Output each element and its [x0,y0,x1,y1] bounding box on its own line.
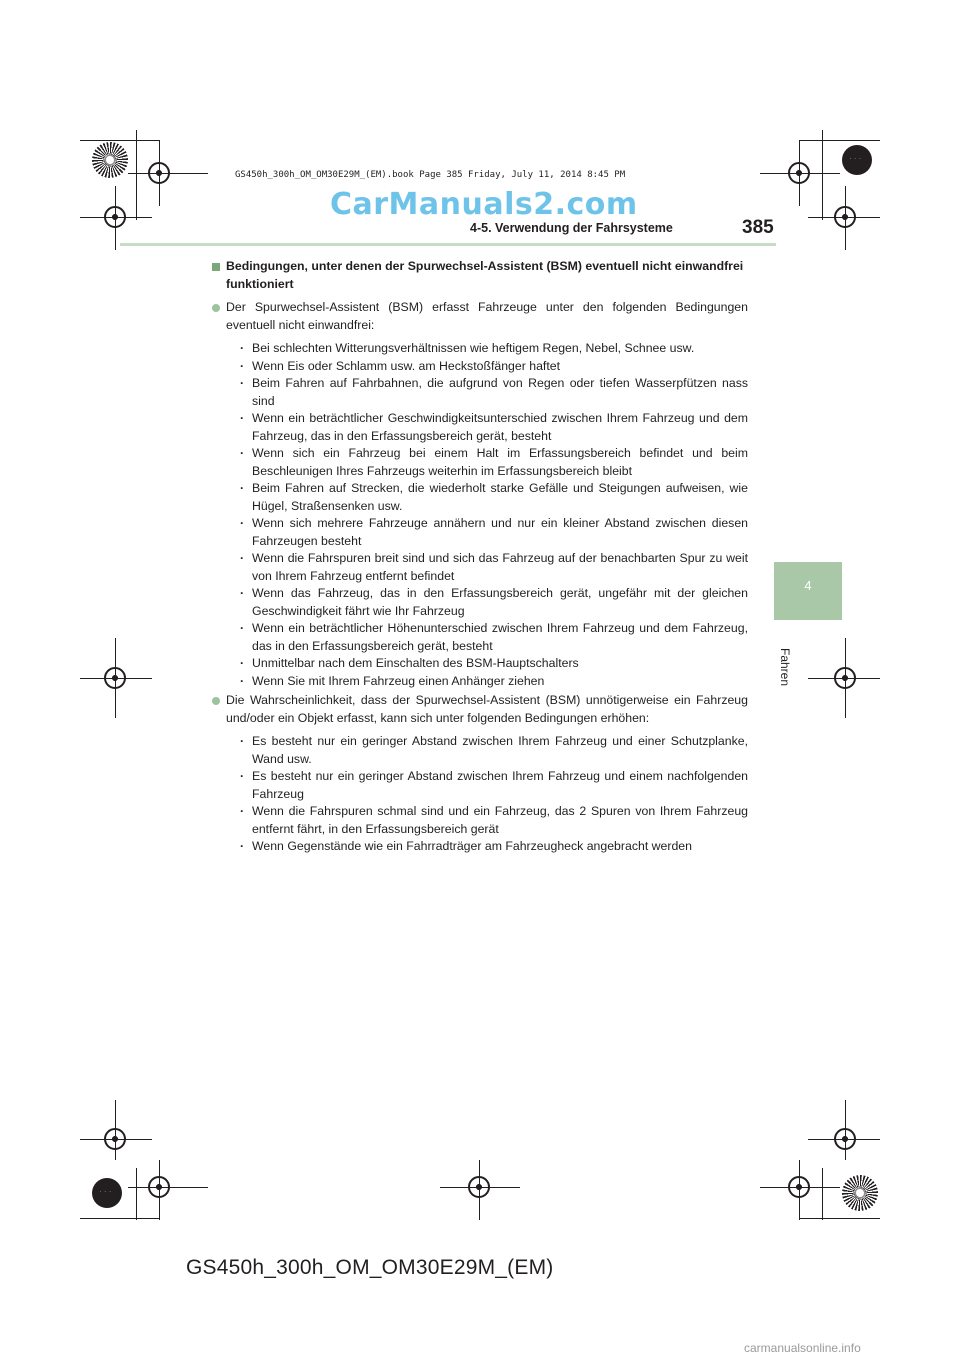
condition-list [212,340,748,690]
list-item: · Wenn sich mehrere Fahrzeuge annähern und nur ein kleiner Abstand zwischen diesen Fahrzeugen besteht [240,515,748,550]
crop-line [845,186,846,250]
main-content [212,258,748,858]
crop-line [115,638,116,718]
bullet-text: Die Wahrscheinlichkeit, dass der Spurwechsel-Assistent (BSM) unnötigerweise ein Fahrzeug und/oder ein Objekt erfasst, kann sich unter folgenden Bedingungen erhöhen: [226,693,748,725]
section-title: 4-5. Verwendung der Fahrsysteme [470,221,673,235]
list-item: · Wenn Eis oder Schlamm usw. am Heckstoßfänger haftet [240,358,748,376]
bullet-paragraph [212,299,748,334]
list-item: · Unmittelbar nach dem Einschalten des BSM-Hauptschalters [240,655,748,673]
footer-site: carmanualsonline.info [744,1341,861,1355]
crop-line [845,1100,846,1160]
crop-line [822,130,823,220]
dot-mark-bottom-left [92,1178,122,1208]
dot-mark-top-right [842,145,872,175]
bullet-text: Der Spurwechsel-Assistent (BSM) erfasst Fahrzeuge unter den folgenden Bedingungen eventuell nicht einwandfrei: [226,300,748,332]
crop-line [808,1139,880,1140]
list-item: · Es besteht nur ein geringer Abstand zwischen Ihrem Fahrzeug und einem nachfolgenden Fahrzeug [240,768,748,803]
crop-line [80,1139,152,1140]
manual-code: GS450h_300h_OM_OM30E29M_(EM) [186,1256,554,1279]
list-item: · Wenn ein beträchtlicher Höhenunterschied zwischen Ihrem Fahrzeug und dem Fahrzeug, das in den Erfassungsbereich gerät, besteht [240,620,748,655]
list-item: · Wenn ein beträchtlicher Geschwindigkeitsunterschied zwischen Ihrem Fahrzeug und dem Fahrzeug, das in den Erfassungsbereich gerät, besteht [240,410,748,445]
page-number: 385 [742,217,774,238]
crop-line [128,173,208,174]
chapter-number: 4 [804,578,812,593]
crop-line [760,173,840,174]
list-item: · Wenn die Fahrspuren schmal sind und ein Fahrzeug, das 2 Spuren von Ihrem Fahrzeug entfernt fährt, in den Erfassungsbereich gerät [240,803,748,838]
crop-line [159,1160,160,1220]
watermark-text: CarManuals2.com [330,187,638,222]
chapter-label [778,618,810,687]
crop-line [808,217,880,218]
crop-line [800,1218,880,1219]
crop-line [80,217,152,218]
list-item: · Wenn das Fahrzeug, das in den Erfassungsbereich gerät, ungefähr mit der gleichen Geschwindigkeit fährt wie Ihr Fahrzeug [240,585,748,620]
crop-line [440,1187,520,1188]
section-heading [212,258,748,293]
square-bullet-icon [212,263,220,271]
bullet-paragraph [212,692,748,727]
list-item: · Wenn sich ein Fahrzeug bei einem Halt im Erfassungsbereich befindet und beim Beschleunigen Ihres Fahrzeugs weiterhin im Erfassungsbereich bleibt [240,445,748,480]
crop-line [845,638,846,718]
section-heading-text: Bedingungen, unter denen der Spurwechsel-Assistent (BSM) eventuell nicht einwandfrei funktioniert [226,259,744,291]
crop-line [799,140,800,206]
crop-line [479,1160,480,1220]
crop-line [136,1168,137,1220]
list-item: · Bei schlechten Witterungsverhältnissen wie heftigem Regen, Nebel, Schnee usw. [240,340,748,358]
crop-line [822,1168,823,1220]
crop-line [808,678,880,679]
header-rule [120,243,776,246]
crop-line [128,1187,208,1188]
crop-line [760,1187,840,1188]
sunburst-mark-top-left [92,142,128,178]
chapter-label-text: Fahren [778,648,792,687]
crop-line [136,130,137,220]
crop-line [80,140,160,141]
sunburst-mark-bottom-right [842,1175,878,1211]
list-item: · Wenn Gegenstände wie ein Fahrradträger am Fahrzeugheck angebracht werden [240,838,748,856]
list-item: · Wenn die Fahrspuren breit sind und sich das Fahrzeug auf der benachbarten Spur zu weit von Ihrem Fahrzeug entfernt befindet [240,550,748,585]
condition-list [212,733,748,856]
crop-line [115,186,116,250]
circle-bullet-icon [212,304,220,312]
list-item: · Beim Fahren auf Fahrbahnen, die aufgrund von Regen oder tiefen Wasserpfützen nass sind [240,375,748,410]
list-item: · Beim Fahren auf Strecken, die wiederholt starke Gefälle und Steigungen aufweisen, wie Hügel, Straßensenken usw. [240,480,748,515]
book-info-line: GS450h_300h_OM_OM30E29M_(EM).book Page 385 Friday, July 11, 2014 8:45 PM [235,170,626,180]
list-item: · Wenn Sie mit Ihrem Fahrzeug einen Anhänger ziehen [240,673,748,691]
crop-line [80,678,152,679]
crop-line [799,1160,800,1220]
circle-bullet-icon [212,697,220,705]
crop-line [115,1100,116,1160]
crop-line [800,140,880,141]
crop-line [159,140,160,206]
crop-line [80,1218,160,1219]
list-item: · Es besteht nur ein geringer Abstand zwischen Ihrem Fahrzeug und einer Schutzplanke, Wand usw. [240,733,748,768]
